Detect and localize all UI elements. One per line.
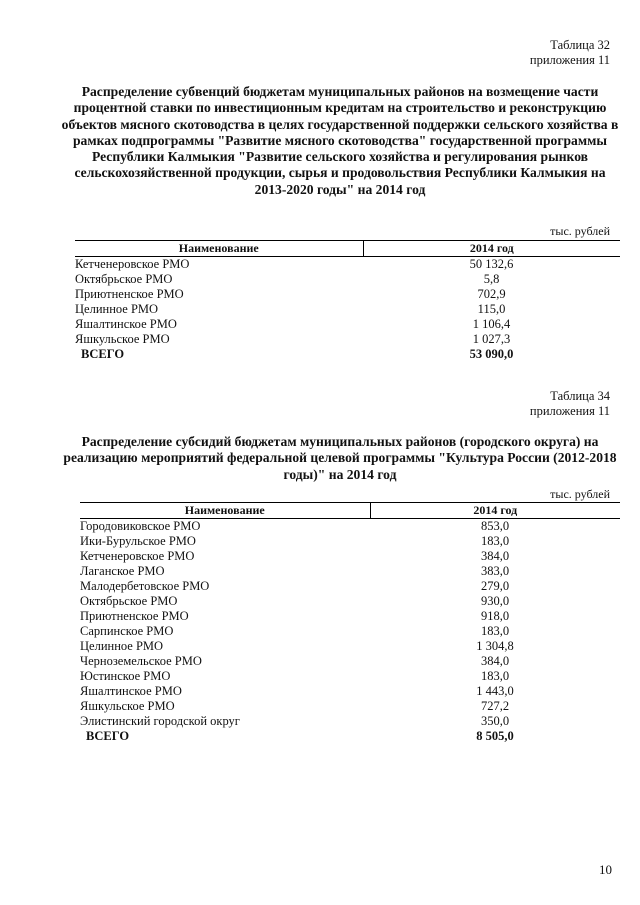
- row-value: 183,0: [480, 624, 510, 638]
- row-name: Сарпинское РМО: [80, 624, 174, 638]
- section-1-unit-label: тыс. рублей: [550, 224, 610, 238]
- column-header-name: Наименование: [75, 241, 363, 257]
- row-value: 384,0: [480, 654, 510, 668]
- row-value: 384,0: [480, 549, 510, 563]
- row-value: 383,0: [480, 564, 510, 578]
- row-name: Элистинский городской округ: [80, 714, 240, 728]
- row-name: Лаганское РМО: [80, 564, 165, 578]
- subventions-table: [75, 240, 620, 362]
- total-value: 8 505,0: [476, 729, 514, 743]
- total-value: 53 090,0: [469, 347, 514, 361]
- row-value: 350,0: [480, 714, 510, 728]
- row-value: 1 304,8: [476, 639, 514, 653]
- appendix-ref-label: приложения 11: [529, 53, 610, 67]
- row-name: Юстинское РМО: [80, 669, 171, 683]
- table-row: [75, 287, 620, 302]
- table-ref-label: Таблица 32: [550, 38, 610, 52]
- table-row: [80, 624, 620, 639]
- table-row: [80, 684, 620, 699]
- table-row: [80, 564, 620, 579]
- table-ref-label: Таблица 34: [550, 389, 610, 403]
- row-value: 183,0: [480, 534, 510, 548]
- table-row: [75, 317, 620, 332]
- table-row: [80, 579, 620, 594]
- row-name: Целинное РМО: [75, 302, 159, 316]
- row-value: 1 027,3: [472, 332, 511, 346]
- table-row: [80, 594, 620, 609]
- row-value: 853,0: [480, 519, 510, 533]
- row-value: 727,2: [480, 699, 510, 713]
- table-row: [80, 714, 620, 729]
- row-name: Октябрьское РМО: [80, 594, 178, 608]
- table-34-reference: [530, 389, 610, 419]
- row-value: 50 132,6: [469, 257, 514, 271]
- table-row: [80, 669, 620, 684]
- row-value: 930,0: [480, 594, 510, 608]
- appendix-ref-label: приложения 11: [529, 404, 610, 418]
- table-row: [80, 519, 620, 535]
- row-name: Малодербетовское РМО: [80, 579, 210, 593]
- total-label: ВСЕГО: [81, 347, 125, 361]
- table-row: [80, 609, 620, 624]
- row-name: Кетченеровское РМО: [80, 549, 195, 563]
- row-name: Черноземельское РМО: [80, 654, 202, 668]
- table-row: [75, 302, 620, 317]
- table-row: [75, 272, 620, 287]
- column-header-year: 2014 год: [370, 503, 620, 519]
- total-label: ВСЕГО: [86, 729, 130, 743]
- row-name: Яшалтинское РМО: [80, 684, 182, 698]
- page-number: 10: [599, 862, 612, 877]
- total-row: [75, 347, 620, 362]
- section-2-unit-label: тыс. рублей: [550, 487, 610, 501]
- row-value: 183,0: [480, 669, 510, 683]
- column-header-name: Наименование: [80, 503, 370, 519]
- row-value: 702,9: [477, 287, 506, 301]
- table-row: [80, 534, 620, 549]
- row-name: Городовиковское РМО: [80, 519, 201, 533]
- subsidies-table: [80, 502, 620, 744]
- table-row: [80, 549, 620, 564]
- row-name: Яшалтинское РМО: [75, 317, 177, 331]
- row-name: Октябрьское РМО: [75, 272, 173, 286]
- row-name: Яшкульское РМО: [80, 699, 175, 713]
- row-name: Приютненское РМО: [80, 609, 189, 623]
- row-name: Яшкульское РМО: [75, 332, 170, 346]
- table-row: [80, 699, 620, 714]
- row-name: Кетченеровское РМО: [75, 257, 190, 271]
- row-value: 279,0: [480, 579, 510, 593]
- total-row: [80, 729, 620, 744]
- table-row: [75, 257, 620, 273]
- row-name: Целинное РМО: [80, 639, 164, 653]
- table-row: [80, 639, 620, 654]
- row-value: 115,0: [477, 302, 506, 316]
- row-value: 918,0: [480, 609, 510, 623]
- table-header-row: [75, 241, 620, 257]
- row-value: 5,8: [483, 272, 500, 286]
- row-value: 1 106,4: [472, 317, 511, 331]
- row-name: Приютненское РМО: [75, 287, 184, 301]
- section-2-title: Распределение субсидий бюджетам муниципальных районов (городского округа) на реализацию мероприятий федеральной целевой программы "Культура России (2012-2018 годы)" на 2014 год: [63, 434, 617, 482]
- table-32-reference: [530, 38, 610, 68]
- table-header-row: [80, 503, 620, 519]
- row-value: 1 443,0: [476, 684, 514, 698]
- section-1-title: Распределение субвенций бюджетам муниципальных районов на возмещение части процентной ставки по инвестиционным кредитам на строительство и реконструкцию объектов мясного скотоводства в целях государственной поддержки сельского хозяйства в рамках подпрограммы "Развитие мясного скотоводства" государственной программы Республики Калмыкия "Развитие сельского хозяйства и регулирования рынков сельскохозяйственной продукции, сырья и продовольствия Республики Калмыкия на 2013-2020 годы" на 2014 год: [61, 84, 619, 197]
- column-header-year: 2014 год: [363, 241, 620, 257]
- row-name: Ики-Бурульское РМО: [80, 534, 196, 548]
- table-row: [80, 654, 620, 669]
- table-row: [75, 332, 620, 347]
